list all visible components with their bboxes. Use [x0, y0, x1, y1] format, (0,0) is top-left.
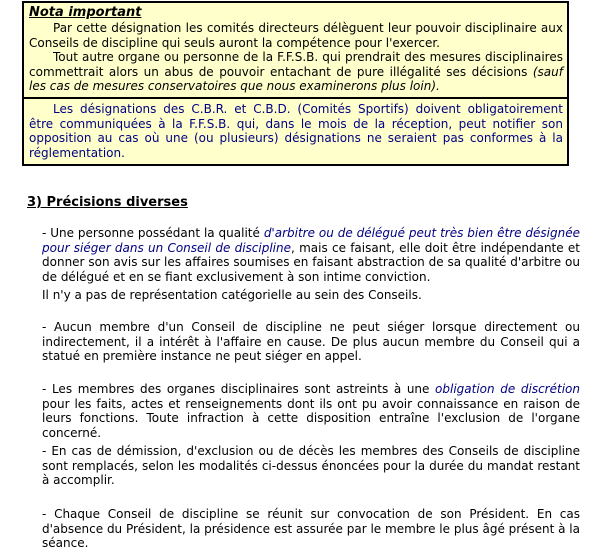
note-paragraph-2 [29, 50, 563, 94]
note-paragraph-2-italic: (sauf les cas de mesures conservatoires que nous examinerons plus loin). [29, 64, 563, 94]
section-title: 3) Précisions diverses [27, 195, 188, 210]
section-paragraph-3 [42, 382, 580, 440]
paragraph-1-italic: d'arbitre ou de délégué peut très bien être désignée pour siéger dans un Conseil de discipline [42, 226, 580, 255]
section-paragraph-1-note: Il n'y a pas de représentation catégorielle au sein des Conseils. [42, 288, 422, 302]
important-note-box [22, 1, 569, 166]
paragraph-3-text-b: pour les faits, actes et renseignements dont ils ont pu avoir connaissance en raison de leurs fonctions. Toute infraction à cette disposition entraîne l'exclusion de l'organe concerné. [42, 396, 580, 440]
note-paragraph-2-text: Tout autre organe ou personne de la F.F.S.B. qui prendrait des mesures disciplinaires commettrait alors un abus de pouvoir entachant de pure illégalité ses décisions [29, 50, 563, 79]
note-section [24, 3, 567, 97]
section-paragraph-1 [42, 226, 580, 284]
section-paragraph-2: - Aucun membre d'un Conseil de discipline ne peut siéger lorsque directement ou indirectement, il a intérêt à l'affaire en cause. De plus aucun membre du Conseil qui a statué en première instance ne peut siéger en appel. [42, 320, 580, 364]
note-title: Nota important [29, 5, 142, 20]
paragraph-3-italic: obligation de discrétion [435, 382, 580, 396]
section-paragraph-5: - Chaque Conseil de discipline se réunit sur convocation de son Président. En cas d'absence du Président, la présidence est assurée par le membre le plus âgé présent à la séance. [42, 507, 580, 551]
note-paragraph-1: Par cette désignation les comités directeurs délèguent leur pouvoir disciplinaire aux Conseils de discipline qui seuls auront la compétence pour l'exercer. [29, 21, 563, 50]
paragraph-1-text-a: - Une personne possédant la qualité [42, 226, 264, 240]
section-paragraph-4: - En cas de démission, d'exclusion ou de décès les membres des Conseils de discipline sont remplacés, selon les modalités ci-dessus énoncées pour la durée du mandat restant à accomplir. [42, 444, 580, 488]
paragraph-3-text-a: - Les membres des organes disciplinaires sont astreints à une [42, 382, 436, 396]
paragraph-1-text-b: , mais ce faisant, elle doit être indépendante et donner son avis sur les affaires soumises en faisant abstraction de sa qualité d'arbitre ou de délégué et en se fiant exclusivement à son intime conviction. [42, 240, 580, 284]
note-section-designations [24, 97, 567, 164]
note-paragraph-3: Les désignations des C.B.R. et C.B.D. (Comités Sportifs) doivent obligatoirement être communiquées à la F.F.S.B. qui, dans le mois de la réception, peut notifier son opposition au cas où une (ou plusieurs) désignations ne seraient pas conformes à la réglementation. [29, 101, 563, 160]
